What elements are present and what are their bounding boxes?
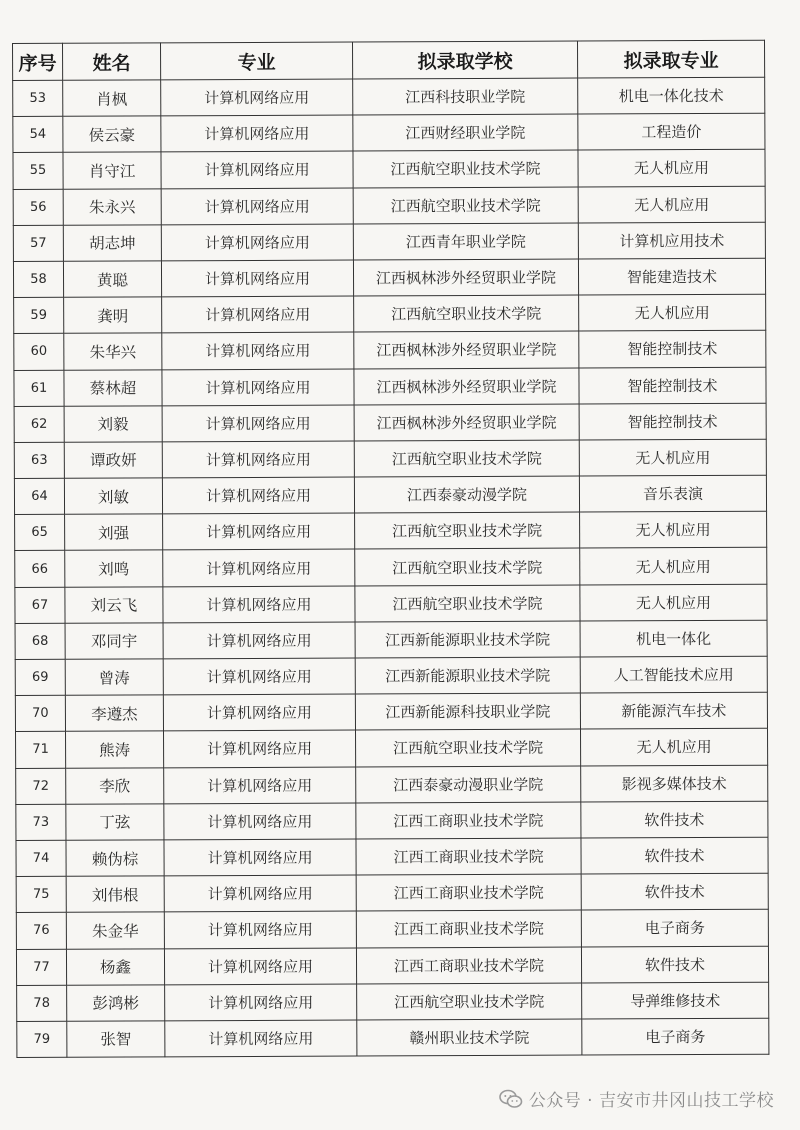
- admitted-school: 江西航空职业技术学院: [355, 512, 580, 549]
- admitted-school: 江西科技职业学院: [353, 78, 578, 115]
- table-row: [17, 982, 769, 1021]
- header-name: 姓名: [63, 43, 161, 80]
- admitted-school: 江西航空职业技术学院: [353, 187, 578, 224]
- table-row: [15, 511, 767, 550]
- student-name: 侯云豪: [63, 116, 161, 153]
- major: 计算机网络应用: [164, 875, 356, 912]
- major: 计算机网络应用: [162, 441, 354, 478]
- row-seq: 68: [15, 623, 65, 659]
- admitted-major: 无人机应用: [580, 511, 767, 548]
- student-name: 谭政妍: [64, 442, 162, 479]
- header-seq: 序号: [13, 43, 63, 80]
- major: 计算机网络应用: [161, 224, 353, 261]
- table-row: [14, 403, 766, 442]
- student-name: 李遵杰: [65, 695, 163, 732]
- student-name: 刘敏: [64, 478, 162, 515]
- table-row: [15, 548, 767, 587]
- row-seq: 75: [16, 876, 66, 912]
- table-row: [15, 584, 767, 623]
- admitted-major: 人工智能技术应用: [580, 656, 767, 693]
- table-row: [13, 186, 765, 225]
- major: 计算机网络应用: [164, 839, 356, 876]
- student-name: 张智: [67, 1021, 165, 1058]
- admitted-school: 江西工商职业技术学院: [356, 947, 581, 984]
- admitted-school: 江西财经职业学院: [353, 114, 578, 151]
- admitted-school: 江西航空职业技术学院: [357, 983, 582, 1020]
- student-name: 蔡林超: [64, 369, 162, 406]
- row-seq: 74: [16, 840, 66, 876]
- row-seq: 76: [16, 913, 66, 949]
- admitted-major: 软件技术: [581, 873, 768, 910]
- admitted-major: 无人机应用: [579, 439, 766, 476]
- student-name: 曾涛: [65, 659, 163, 696]
- student-name: 朱金华: [66, 912, 164, 949]
- admitted-major: 机电一体化技术: [578, 77, 765, 114]
- admitted-school: 江西工商职业技术学院: [356, 838, 581, 875]
- table-row: [13, 222, 765, 261]
- row-seq: 67: [15, 587, 65, 623]
- admitted-major: 软件技术: [581, 801, 768, 838]
- major: 计算机网络应用: [163, 622, 355, 659]
- wechat-icon: [499, 1089, 523, 1109]
- row-seq: 70: [15, 695, 65, 731]
- row-seq: 58: [13, 261, 63, 297]
- table-row: [13, 150, 765, 189]
- admitted-major: 软件技术: [581, 946, 768, 983]
- row-seq: 63: [14, 442, 64, 478]
- table-row: [15, 620, 767, 659]
- row-seq: 60: [14, 334, 64, 370]
- admitted-school: 江西航空职业技术学院: [354, 440, 579, 477]
- row-seq: 56: [13, 189, 63, 225]
- table-row: [13, 77, 765, 116]
- admitted-major: 无人机应用: [578, 186, 765, 223]
- admitted-major: 无人机应用: [580, 548, 767, 585]
- table-header-row: [13, 40, 765, 80]
- table-row: [13, 258, 765, 297]
- student-name: 刘伟根: [66, 876, 164, 913]
- row-seq: 73: [16, 804, 66, 840]
- major: 计算机网络应用: [161, 188, 353, 225]
- row-seq: 66: [15, 551, 65, 587]
- student-name: 李欣: [66, 767, 164, 804]
- row-seq: 62: [14, 406, 64, 442]
- major: 计算机网络应用: [164, 948, 356, 985]
- row-seq: 53: [13, 80, 63, 116]
- major: 计算机网络应用: [165, 984, 357, 1021]
- major: 计算机网络应用: [162, 296, 354, 333]
- student-name: 朱华兴: [64, 333, 162, 370]
- major: 计算机网络应用: [164, 803, 356, 840]
- table-row: [16, 729, 768, 768]
- row-seq: 59: [14, 297, 64, 333]
- table-row: [16, 910, 768, 949]
- table-row: [15, 656, 767, 695]
- student-name: 肖枫: [63, 80, 161, 117]
- admitted-major: 影视多媒体技术: [581, 765, 768, 802]
- admitted-school: 江西工商职业技术学院: [356, 802, 581, 839]
- admitted-school: 江西枫林涉外经贸职业学院: [354, 368, 579, 405]
- row-seq: 54: [13, 116, 63, 152]
- student-name: 杨鑫: [66, 948, 164, 985]
- table-row: [14, 439, 766, 478]
- table-row: [14, 331, 766, 370]
- major: 计算机网络应用: [162, 405, 354, 442]
- student-name: 龚明: [64, 297, 162, 334]
- admitted-school: 江西泰豪动漫职业学院: [356, 766, 581, 803]
- admitted-major: 无人机应用: [581, 729, 768, 766]
- table-row: [16, 946, 768, 985]
- admitted-school: 江西航空职业技术学院: [355, 548, 580, 585]
- admitted-school: 江西航空职业技术学院: [355, 585, 580, 622]
- admitted-school: 江西工商职业技术学院: [356, 910, 581, 947]
- major: 计算机网络应用: [164, 911, 356, 948]
- admitted-school: 赣州职业技术学院: [357, 1019, 582, 1056]
- admitted-major: 工程造价: [578, 113, 765, 150]
- student-name: 刘毅: [64, 406, 162, 443]
- student-name: 熊涛: [66, 731, 164, 768]
- major: 计算机网络应用: [161, 260, 353, 297]
- admitted-major: 无人机应用: [580, 584, 767, 621]
- admitted-major: 软件技术: [581, 837, 768, 874]
- student-name: 刘云飞: [65, 586, 163, 623]
- row-seq: 61: [14, 370, 64, 406]
- student-name: 黄聪: [63, 261, 161, 298]
- table-row: [13, 113, 765, 152]
- admitted-school: 江西工商职业技术学院: [356, 874, 581, 911]
- row-seq: 65: [15, 515, 65, 551]
- table-body: [13, 77, 769, 1057]
- major: 计算机网络应用: [165, 1020, 357, 1057]
- student-name: 刘鸣: [65, 550, 163, 587]
- row-seq: 69: [15, 659, 65, 695]
- table-row: [14, 475, 766, 514]
- student-name: 刘强: [65, 514, 163, 551]
- student-name: 胡志坤: [63, 225, 161, 262]
- admitted-school: 江西新能源职业技术学院: [355, 657, 580, 694]
- row-seq: 71: [16, 732, 66, 768]
- major: 计算机网络应用: [161, 151, 353, 188]
- student-name: 彭鸿彬: [67, 985, 165, 1022]
- student-name: 肖守江: [63, 152, 161, 189]
- major: 计算机网络应用: [163, 513, 355, 550]
- student-name: 朱永兴: [63, 188, 161, 225]
- header-admitted-major: 拟录取专业: [577, 40, 764, 78]
- table-row: [14, 367, 766, 406]
- watermark: [499, 1086, 774, 1111]
- admitted-school: 江西枫林涉外经贸职业学院: [354, 331, 579, 368]
- student-name: 赖伪棕: [66, 840, 164, 877]
- admitted-major: 计算机应用技术: [578, 222, 765, 259]
- table-row: [17, 1018, 769, 1057]
- row-seq: 79: [17, 1021, 67, 1057]
- admitted-major: 音乐表演: [579, 475, 766, 512]
- admitted-school: 江西航空职业技术学院: [356, 729, 581, 766]
- admitted-school: 江西航空职业技术学院: [354, 295, 579, 332]
- admitted-school: 江西青年职业学院: [353, 223, 578, 260]
- major: 计算机网络应用: [162, 369, 354, 406]
- major: 计算机网络应用: [161, 115, 353, 152]
- admitted-major: 机电一体化: [580, 620, 767, 657]
- major: 计算机网络应用: [162, 477, 354, 514]
- row-seq: 57: [13, 225, 63, 261]
- table-row: [14, 294, 766, 333]
- major: 计算机网络应用: [161, 79, 353, 116]
- admission-table: [12, 40, 769, 1058]
- row-seq: 64: [14, 478, 64, 514]
- major: 计算机网络应用: [162, 332, 354, 369]
- row-seq: 78: [17, 985, 67, 1021]
- major: 计算机网络应用: [163, 549, 355, 586]
- major: 计算机网络应用: [164, 730, 356, 767]
- table-row: [16, 765, 768, 804]
- row-seq: 77: [16, 949, 66, 985]
- admitted-major: 智能建造技术: [578, 258, 765, 295]
- table-row: [16, 801, 768, 840]
- student-name: 丁弦: [66, 804, 164, 841]
- admitted-major: 无人机应用: [578, 150, 765, 187]
- admitted-major: 无人机应用: [579, 294, 766, 331]
- major: 计算机网络应用: [163, 694, 355, 731]
- major: 计算机网络应用: [164, 767, 356, 804]
- admitted-major: 智能控制技术: [579, 403, 766, 440]
- admitted-school: 江西航空职业技术学院: [353, 150, 578, 187]
- admitted-school: 江西枫林涉外经贸职业学院: [353, 259, 578, 296]
- admitted-school: 江西新能源职业技术学院: [355, 621, 580, 658]
- watermark-text: 公众号 · 吉安市井冈山技工学校: [528, 1091, 774, 1111]
- table-row: [15, 692, 767, 731]
- admitted-major: 新能源汽车技术: [580, 692, 767, 729]
- header-major: 专业: [161, 42, 353, 80]
- admitted-major: 电子商务: [581, 910, 768, 947]
- major: 计算机网络应用: [163, 586, 355, 623]
- admitted-school: 江西新能源科技职业学院: [355, 693, 580, 730]
- admitted-school: 江西枫林涉外经贸职业学院: [354, 404, 579, 441]
- row-seq: 55: [13, 153, 63, 189]
- admitted-major: 导弹维修技术: [582, 982, 769, 1019]
- admitted-major: 智能控制技术: [579, 367, 766, 404]
- header-school: 拟录取学校: [352, 41, 577, 79]
- row-seq: 72: [16, 768, 66, 804]
- major: 计算机网络应用: [163, 658, 355, 695]
- admitted-major: 电子商务: [582, 1018, 769, 1055]
- admitted-major: 智能控制技术: [579, 331, 766, 368]
- table-row: [16, 873, 768, 912]
- student-name: 邓同宇: [65, 623, 163, 660]
- table-row: [16, 837, 768, 876]
- admitted-school: 江西泰豪动漫学院: [354, 476, 579, 513]
